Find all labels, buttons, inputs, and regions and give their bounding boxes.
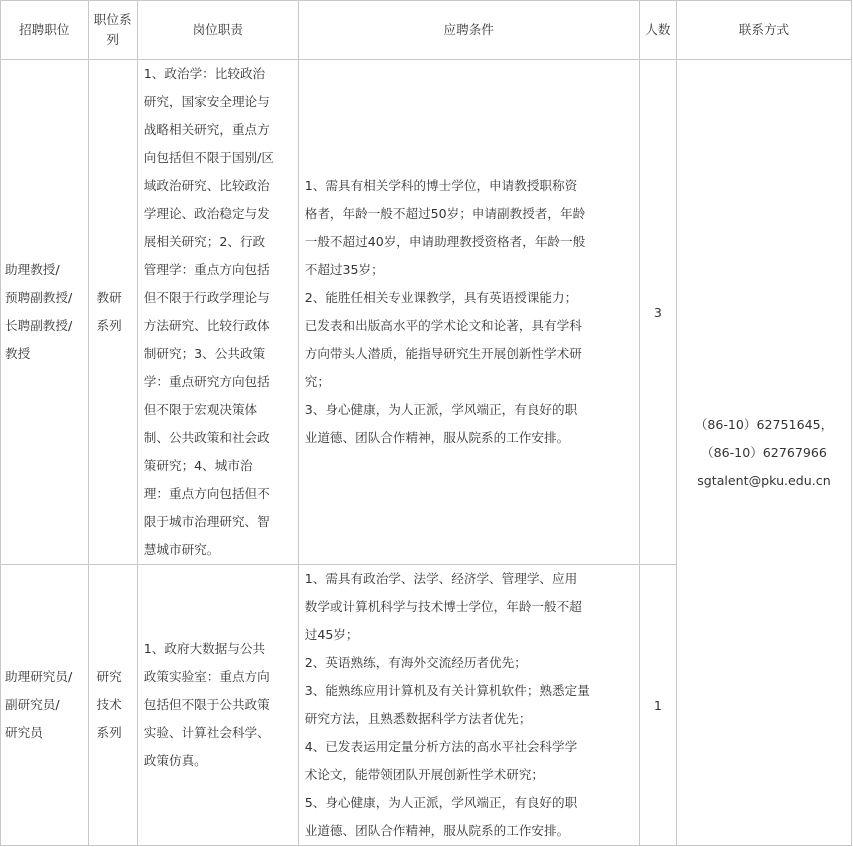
table-row	[1, 60, 852, 565]
header-requirements: 应聘条件	[298, 1, 639, 60]
requirements-text: 1、需具有相关学科的博士学位，申请教授职称资 格者，年龄一般不超过50岁；申请副教授者，年龄 一般不超过40岁，申请助理教授资格者，年龄一般 不超过35岁； 2、能胜任相关专业课教学，具有英语授课能力； 已发表和出版高水平的学术论文和论著，具有学科 方向带头人潜质，能指导研究生开展创新性学术研 究； 3、身心健康，为人正派，学风端正，有良好的职 业道德、团队合作精神，服从院系的工作安排。	[304, 178, 586, 445]
position-cell	[1, 60, 89, 565]
requirements-cell	[298, 60, 639, 565]
count-cell: 3	[639, 60, 676, 565]
series-text: 教研 系列	[96, 290, 122, 333]
duties-text: 1、政治学：比较政治 研究，国家安全理论与 战略相关研究，重点方 向包括但不限于国别/区 域政治研究、比较政治 学理论、政治稳定与发 展相关研究；2、行政 管理学：重点方向包括 但不限于行政学理论与 方法研究、比较行政体 制研究；3、公共政策 学：重点研究方向包括 但不限于宏观决策体 制、公共政策和社会政 策研究；4、城市治 理：重点方向包括但不 限于城市治理研究、智 慧城市研究。	[143, 66, 274, 557]
requirements-text: 1、需具有政治学、法学、经济学、管理学、应用 数学或计算机科学与技术博士学位，年龄一般不超 过45岁； 2、英语熟练，有海外交流经历者优先； 3、能熟练应用计算机及有关计算机软件；熟悉定量 研究方法，且熟悉数据科学方法者优先； 4、已发表运用定量分析方法的高水平社会科学学 术论文，能带领团队开展创新性学术研究； 5、身心健康，为人正派，学风端正，有良好的职 业道德、团队合作精神，服从院系的工作安排。	[304, 571, 590, 838]
duties-text: 1、政府大数据与公共 政策实验室：重点方向 包括但不限于公共政策 实验、计算社会科学、 政策仿真。	[143, 641, 270, 768]
position-text: 助理研究员/ 副研究员/ 研究员	[5, 669, 73, 740]
header-duties: 岗位职责	[137, 1, 298, 60]
series-cell	[88, 565, 137, 846]
header-row	[1, 1, 852, 60]
position-text: 助理教授/ 预聘副教授/ 长聘副教授/ 教授	[5, 262, 73, 361]
contact-phone-2: （86-10）62767966	[701, 444, 827, 460]
header-position: 招聘职位	[1, 1, 89, 60]
series-cell	[88, 60, 137, 565]
header-contact: 联系方式	[676, 1, 851, 60]
requirements-cell	[298, 565, 639, 846]
count-cell: 1	[639, 565, 676, 846]
header-series	[88, 1, 137, 60]
duties-cell	[137, 565, 298, 846]
contact-cell	[676, 60, 851, 846]
contact-email[interactable]: sgtalent@pku.edu.cn	[697, 472, 831, 488]
duties-cell	[137, 60, 298, 565]
series-text: 研究 技术 系列	[96, 669, 122, 740]
header-count: 人数	[639, 1, 676, 60]
position-cell	[1, 565, 89, 846]
header-series-text: 职位系 列	[93, 12, 132, 47]
contact-phone-1: （86-10）62751645，	[694, 416, 834, 432]
